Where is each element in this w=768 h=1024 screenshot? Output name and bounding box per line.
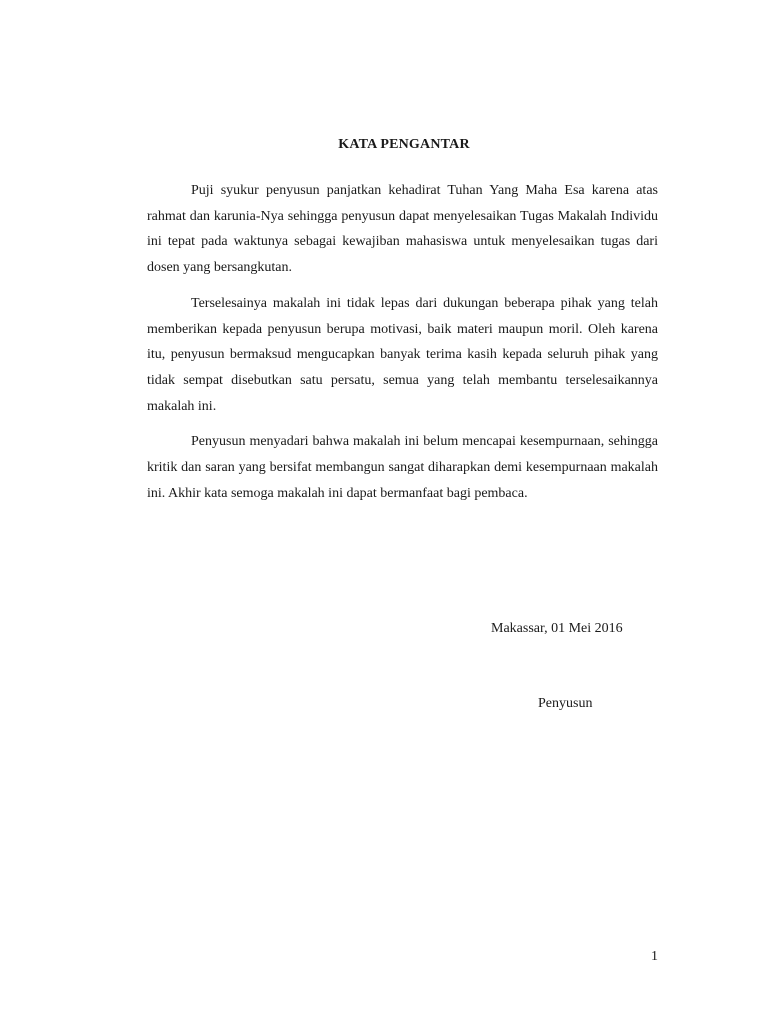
paragraph-1: Puji syukur penyusun panjatkan kehadirat Tuhan Yang Maha Esa karena atas rahmat dan karunia-Nya sehingga penyusun dapat menyelesaikan Tugas Makalah Individu ini tepat pada waktunya sebagai kewajiban mahasiswa untuk menyelesaikan tugas dari dosen yang bersangkutan. [147, 183, 658, 276]
paragraph-2: Terselesainya makalah ini tidak lepas dari dukungan beberapa pihak yang telah memberikan kepada penyusun berupa motivasi, baik materi maupun moril. Oleh karena itu, penyusun bermaksud mengucapkan banyak terima kasih kepada seluruh pihak yang tidak sempat disebutkan satu persatu, semua yang telah membantu terselesaikannya makalah ini. [147, 295, 658, 414]
page-title: KATA PENGANTAR [338, 137, 470, 152]
paragraph-3: Penyusun menyadari bahwa makalah ini belum mencapai kesempurnaan, sehingga kritik dan saran yang bersifat membangun sangat diharapkan demi kesempurnaan makalah ini. Akhir kata semoga makalah ini dapat bermanfaat bagi pembaca. [147, 434, 658, 501]
page-number: 1 [651, 949, 658, 964]
body-text [147, 178, 658, 516]
author-signoff: Penyusun [538, 696, 593, 711]
place-date: Makassar, 01 Mei 2016 [491, 621, 623, 636]
